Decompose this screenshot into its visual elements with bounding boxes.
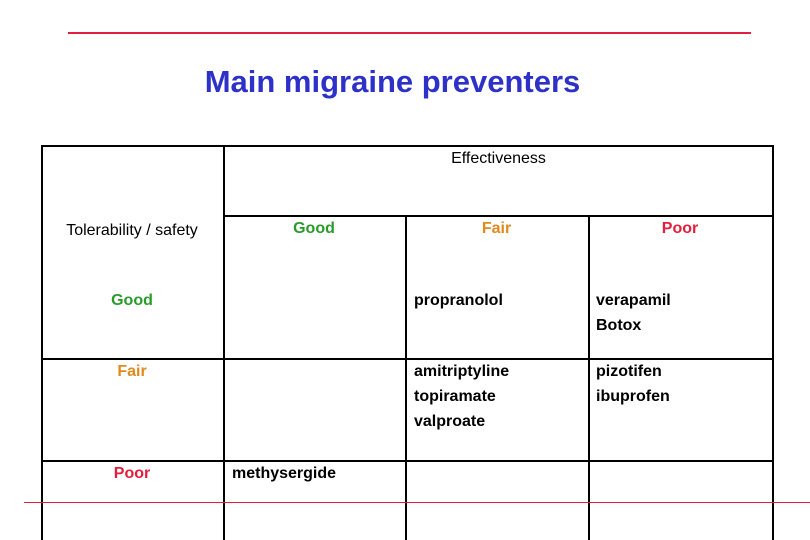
row-label-poor: Poor (113, 465, 151, 482)
row-label-good: Good (111, 292, 153, 309)
col-divider-1 (223, 145, 225, 540)
bottom-accent-rule (24, 502, 810, 503)
col-divider-3 (588, 215, 590, 540)
drug-valproate: valproate (414, 413, 486, 430)
drug-amitriptyline: amitriptyline (414, 363, 510, 380)
drug-methysergide: methysergide (232, 465, 337, 482)
slide-title: Main migraine preventers (204, 64, 581, 99)
tolerability-header: Tolerability / safety (66, 222, 198, 239)
drug-pizotifen: pizotifen (596, 363, 662, 380)
effectiveness-header: Effectiveness (451, 150, 546, 167)
drug-topiramate: topiramate (414, 388, 496, 405)
drug-botox: Botox (596, 317, 642, 334)
column-header-good: Good (293, 220, 335, 237)
drug-propranolol: propranolol (414, 292, 503, 309)
drug-ibuprofen: ibuprofen (596, 388, 670, 405)
column-header-poor: Poor (661, 220, 699, 237)
row-label-fair: Fair (117, 363, 147, 380)
col-divider-2 (405, 215, 407, 540)
drug-verapamil: verapamil (596, 292, 671, 309)
column-header-fair: Fair (481, 220, 512, 237)
table-border-right (772, 145, 774, 540)
